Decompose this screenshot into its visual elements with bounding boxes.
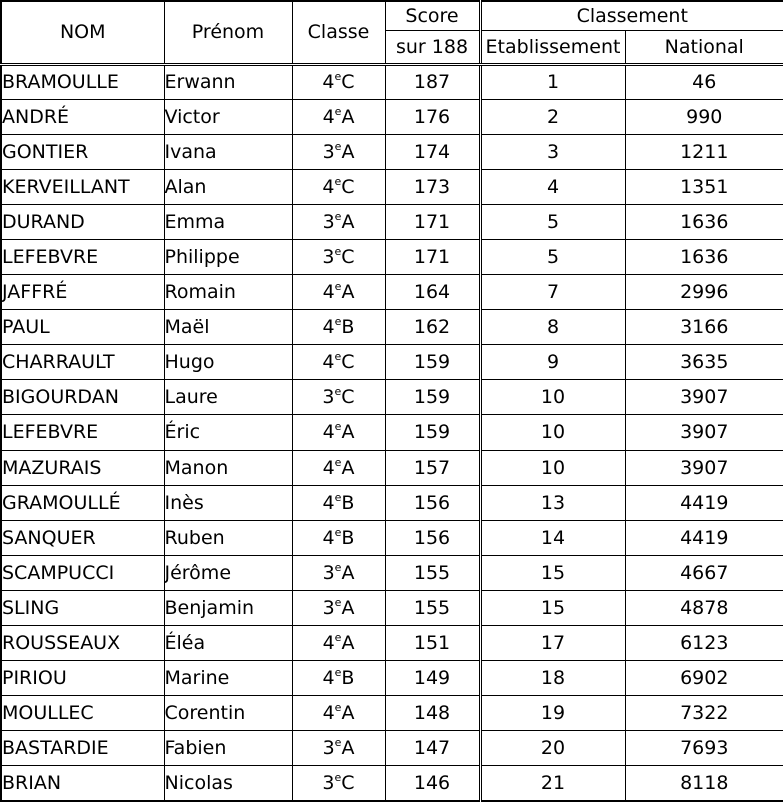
table-row	[1, 169, 783, 204]
classe-niveau: 4	[322, 351, 335, 374]
cell-national: 1211	[625, 134, 783, 169]
classe-section: A	[341, 421, 355, 444]
cell-score: 146	[385, 766, 480, 801]
cell-nom: BIGOURDAN	[1, 380, 164, 415]
table-row	[1, 380, 783, 415]
classe-section: B	[341, 526, 355, 549]
header-classe: Classe	[292, 1, 385, 64]
cell-national: 7693	[625, 731, 783, 766]
cell-prenom: Romain	[164, 275, 292, 310]
cell-etablissement: 1	[480, 64, 625, 99]
classe-section: A	[341, 105, 355, 128]
classe-section: A	[341, 632, 355, 655]
cell-score: 156	[385, 485, 480, 520]
cell-national: 1636	[625, 204, 783, 239]
cell-national: 6123	[625, 626, 783, 661]
cell-score: 159	[385, 345, 480, 380]
cell-etablissement: 5	[480, 239, 625, 274]
cell-nom: KERVEILLANT	[1, 169, 164, 204]
classe-section: A	[341, 737, 355, 760]
cell-classe	[292, 485, 385, 520]
table-row	[1, 450, 783, 485]
classe-exposant: e	[334, 139, 342, 153]
cell-etablissement: 9	[480, 345, 625, 380]
classe-niveau: 3	[322, 386, 335, 409]
table-row	[1, 204, 783, 239]
cell-nom: BRAMOULLE	[1, 64, 164, 99]
classe-niveau: 4	[322, 105, 335, 128]
cell-score: 155	[385, 555, 480, 590]
classe-section: B	[341, 316, 355, 339]
cell-score: 147	[385, 731, 480, 766]
table-body	[1, 64, 783, 801]
cell-prenom: Ruben	[164, 520, 292, 555]
classe-section: A	[341, 281, 355, 304]
cell-prenom: Emma	[164, 204, 292, 239]
classe-exposant: e	[334, 104, 342, 118]
classe-niveau: 3	[322, 210, 335, 233]
cell-nom: BASTARDIE	[1, 731, 164, 766]
table-row	[1, 485, 783, 520]
table-row	[1, 696, 783, 731]
classe-exposant: e	[334, 666, 342, 680]
header-score: Score	[385, 1, 480, 30]
cell-score: 173	[385, 169, 480, 204]
classe-section: A	[341, 140, 355, 163]
classe-exposant: e	[334, 420, 342, 434]
classe-section: B	[341, 491, 355, 514]
cell-national: 1636	[625, 239, 783, 274]
table-row	[1, 731, 783, 766]
cell-etablissement: 15	[480, 590, 625, 625]
cell-classe	[292, 380, 385, 415]
table-row	[1, 626, 783, 661]
cell-classe	[292, 275, 385, 310]
cell-classe	[292, 766, 385, 801]
cell-national: 4419	[625, 520, 783, 555]
classe-section: A	[341, 456, 355, 479]
cell-classe	[292, 555, 385, 590]
cell-nom: ROUSSEAUX	[1, 626, 164, 661]
cell-score: 162	[385, 310, 480, 345]
cell-etablissement: 13	[480, 485, 625, 520]
cell-prenom: Éric	[164, 415, 292, 450]
cell-nom: BRIAN	[1, 766, 164, 801]
classe-exposant: e	[334, 245, 342, 259]
table-row	[1, 520, 783, 555]
classe-section: C	[341, 351, 355, 374]
cell-prenom: Nicolas	[164, 766, 292, 801]
table-header	[1, 1, 783, 64]
cell-score: 156	[385, 520, 480, 555]
header-etablissement: Etablissement	[480, 30, 625, 64]
cell-classe	[292, 415, 385, 450]
cell-classe	[292, 134, 385, 169]
classe-exposant: e	[334, 315, 342, 329]
table-row	[1, 661, 783, 696]
table-row	[1, 99, 783, 134]
cell-etablissement: 18	[480, 661, 625, 696]
classe-niveau: 4	[322, 281, 335, 304]
cell-national: 3166	[625, 310, 783, 345]
cell-score: 151	[385, 626, 480, 661]
classe-exposant: e	[334, 631, 342, 645]
classe-section: A	[341, 210, 355, 233]
cell-nom: SANQUER	[1, 520, 164, 555]
classe-exposant: e	[334, 455, 342, 469]
classe-exposant: e	[334, 385, 342, 399]
classe-exposant: e	[334, 350, 342, 364]
cell-etablissement: 20	[480, 731, 625, 766]
cell-nom: MAZURAIS	[1, 450, 164, 485]
classe-niveau: 4	[322, 421, 335, 444]
table-row	[1, 64, 783, 99]
cell-prenom: Ivana	[164, 134, 292, 169]
cell-score: 159	[385, 415, 480, 450]
cell-prenom: Alan	[164, 169, 292, 204]
classe-niveau: 4	[322, 491, 335, 514]
table-row	[1, 310, 783, 345]
cell-prenom: Inès	[164, 485, 292, 520]
cell-prenom: Manon	[164, 450, 292, 485]
cell-classe	[292, 345, 385, 380]
cell-national: 4667	[625, 555, 783, 590]
classe-section: C	[341, 386, 355, 409]
table-row	[1, 275, 783, 310]
cell-score: 171	[385, 239, 480, 274]
cell-classe	[292, 169, 385, 204]
cell-etablissement: 14	[480, 520, 625, 555]
cell-score: 174	[385, 134, 480, 169]
cell-nom: DURAND	[1, 204, 164, 239]
classe-exposant: e	[334, 280, 342, 294]
cell-score: 176	[385, 99, 480, 134]
classe-section: C	[341, 175, 355, 198]
classe-niveau: 3	[322, 246, 335, 269]
cell-prenom: Éléa	[164, 626, 292, 661]
classe-exposant: e	[334, 736, 342, 750]
cell-score: 157	[385, 450, 480, 485]
table-row	[1, 415, 783, 450]
cell-nom: GONTIER	[1, 134, 164, 169]
table-row	[1, 134, 783, 169]
table-row	[1, 239, 783, 274]
cell-prenom: Victor	[164, 99, 292, 134]
cell-etablissement: 7	[480, 275, 625, 310]
cell-nom: ANDRÉ	[1, 99, 164, 134]
cell-prenom: Hugo	[164, 345, 292, 380]
classe-niveau: 3	[322, 561, 335, 584]
classe-section: C	[341, 246, 355, 269]
cell-national: 3907	[625, 380, 783, 415]
cell-national: 3635	[625, 345, 783, 380]
cell-prenom: Marine	[164, 661, 292, 696]
cell-nom: CHARRAULT	[1, 345, 164, 380]
cell-nom: MOULLEC	[1, 696, 164, 731]
cell-national: 6902	[625, 661, 783, 696]
cell-etablissement: 4	[480, 169, 625, 204]
cell-nom: PAUL	[1, 310, 164, 345]
cell-prenom: Maël	[164, 310, 292, 345]
cell-classe	[292, 99, 385, 134]
header-classement: Classement	[480, 1, 783, 30]
cell-etablissement: 5	[480, 204, 625, 239]
classe-niveau: 4	[322, 316, 335, 339]
cell-score: 164	[385, 275, 480, 310]
cell-etablissement: 2	[480, 99, 625, 134]
cell-nom: LEFEBVRE	[1, 239, 164, 274]
classe-exposant: e	[334, 70, 342, 84]
cell-etablissement: 10	[480, 450, 625, 485]
cell-classe	[292, 696, 385, 731]
cell-etablissement: 10	[480, 415, 625, 450]
header-national: National	[625, 30, 783, 64]
classe-exposant: e	[334, 560, 342, 574]
cell-nom: PIRIOU	[1, 661, 164, 696]
classe-niveau: 4	[322, 456, 335, 479]
cell-etablissement: 21	[480, 766, 625, 801]
cell-nom: SCAMPUCCI	[1, 555, 164, 590]
cell-score: 149	[385, 661, 480, 696]
cell-national: 3907	[625, 415, 783, 450]
table-row	[1, 766, 783, 801]
classe-exposant: e	[334, 209, 342, 223]
classe-niveau: 4	[322, 175, 335, 198]
cell-score: 187	[385, 64, 480, 99]
classe-exposant: e	[334, 490, 342, 504]
cell-score: 171	[385, 204, 480, 239]
table-row	[1, 345, 783, 380]
classe-section: C	[341, 772, 355, 795]
cell-classe	[292, 204, 385, 239]
cell-national: 4878	[625, 590, 783, 625]
classe-niveau: 4	[322, 667, 335, 690]
classe-exposant: e	[334, 525, 342, 539]
classe-exposant: e	[334, 595, 342, 609]
cell-classe	[292, 310, 385, 345]
classe-section: A	[341, 596, 355, 619]
cell-nom: JAFFRÉ	[1, 275, 164, 310]
cell-classe	[292, 450, 385, 485]
cell-score: 159	[385, 380, 480, 415]
cell-etablissement: 3	[480, 134, 625, 169]
cell-etablissement: 15	[480, 555, 625, 590]
classe-exposant: e	[334, 701, 342, 715]
classe-niveau: 4	[322, 71, 335, 94]
cell-national: 2996	[625, 275, 783, 310]
cell-etablissement: 17	[480, 626, 625, 661]
cell-prenom: Benjamin	[164, 590, 292, 625]
classe-niveau: 3	[322, 737, 335, 760]
cell-nom: GRAMOULLÉ	[1, 485, 164, 520]
cell-national: 7322	[625, 696, 783, 731]
cell-classe	[292, 239, 385, 274]
cell-prenom: Erwann	[164, 64, 292, 99]
cell-national: 990	[625, 99, 783, 134]
classe-niveau: 3	[322, 772, 335, 795]
cell-prenom: Laure	[164, 380, 292, 415]
cell-national: 46	[625, 64, 783, 99]
classe-niveau: 4	[322, 702, 335, 725]
cell-classe	[292, 590, 385, 625]
cell-etablissement: 19	[480, 696, 625, 731]
cell-classe	[292, 731, 385, 766]
cell-national: 3907	[625, 450, 783, 485]
classe-exposant: e	[334, 771, 342, 785]
cell-prenom: Fabien	[164, 731, 292, 766]
cell-prenom: Philippe	[164, 239, 292, 274]
header-prenom: Prénom	[164, 1, 292, 64]
cell-prenom: Jérôme	[164, 555, 292, 590]
header-score-sub: sur 188	[385, 30, 480, 64]
cell-classe	[292, 661, 385, 696]
table-row	[1, 555, 783, 590]
classe-section: B	[341, 667, 355, 690]
classe-niveau: 4	[322, 632, 335, 655]
header-nom: NOM	[1, 1, 164, 64]
classe-exposant: e	[334, 174, 342, 188]
cell-national: 4419	[625, 485, 783, 520]
classe-niveau: 3	[322, 596, 335, 619]
cell-national: 1351	[625, 169, 783, 204]
cell-etablissement: 8	[480, 310, 625, 345]
classe-section: A	[341, 702, 355, 725]
classe-niveau: 3	[322, 140, 335, 163]
classe-section: C	[341, 71, 355, 94]
classe-section: A	[341, 561, 355, 584]
cell-classe	[292, 64, 385, 99]
cell-classe	[292, 520, 385, 555]
cell-national: 8118	[625, 766, 783, 801]
cell-nom: SLING	[1, 590, 164, 625]
cell-score: 148	[385, 696, 480, 731]
cell-classe	[292, 626, 385, 661]
cell-nom: LEFEBVRE	[1, 415, 164, 450]
cell-etablissement: 10	[480, 380, 625, 415]
table-row	[1, 590, 783, 625]
classe-niveau: 4	[322, 526, 335, 549]
cell-score: 155	[385, 590, 480, 625]
cell-prenom: Corentin	[164, 696, 292, 731]
